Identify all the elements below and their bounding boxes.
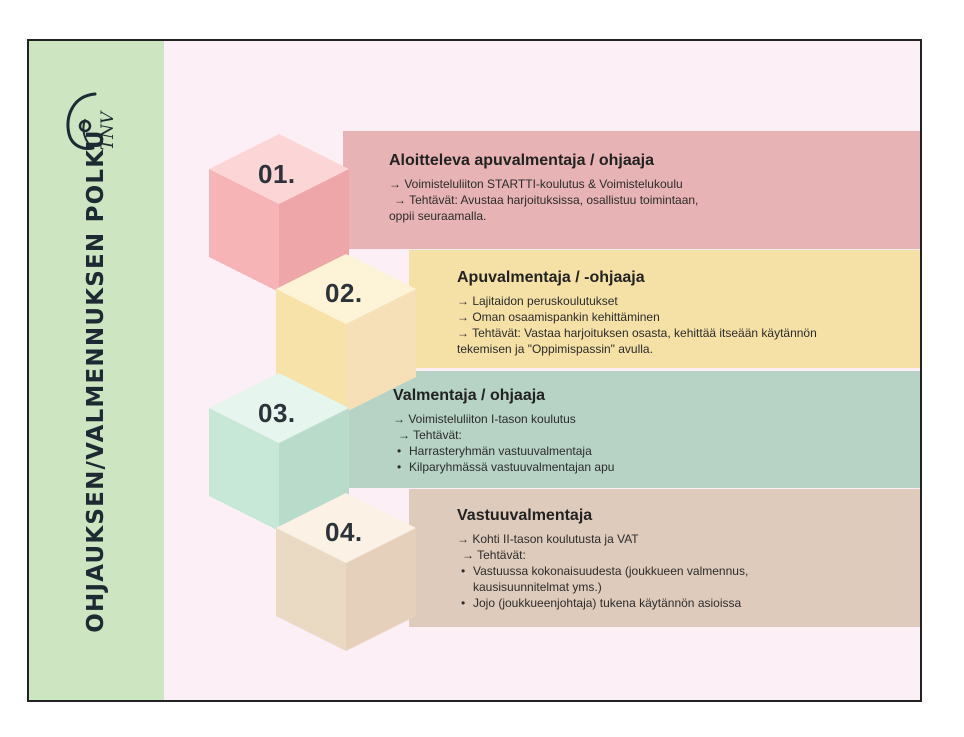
step-1-line: oppii seuraamalla. (389, 209, 487, 223)
step-1-title: Aloitteleva apuvalmentaja / ohjaaja (389, 152, 654, 169)
step-4-bullet: • Vastuussa kokonaisuudesta (joukkueen valmennus, (457, 563, 748, 579)
step-4-bullet-continuation: kausisuunnitelmat yms.) (473, 580, 602, 594)
step-1-line: → Voimisteluliiton STARTTI-koulutus & Voimistelukoulu (389, 177, 683, 191)
step-3-number: 03. (258, 398, 296, 428)
step-4-line: → Kohti II-tason koulutusta ja VAT (457, 532, 639, 546)
step-1-text (389, 151, 698, 224)
step-4-title: Vastuuvalmentaja (457, 507, 593, 524)
step-3-bullet: • Harrasteryhmän vastuuvalmentaja (393, 443, 614, 459)
step-2-line: → Tehtävät: Vastaa harjoituksen osasta, kehittää itseään käytännön (457, 326, 817, 340)
step-3-text (393, 386, 614, 475)
step-4-line: → Tehtävät: (462, 548, 526, 562)
side-title: OHJAUKSEN/VALMENNUKSEN POLKU (83, 129, 109, 633)
step-2-line: → Oman osaamispankin kehittäminen (457, 310, 660, 324)
step-1-number: 01. (258, 159, 296, 189)
step-3-line: → Voimisteluliiton I-tason koulutus (393, 412, 576, 426)
step-2-title: Apuvalmentaja / -ohjaaja (457, 269, 645, 286)
step-2-line: tekemisen ja "Oppimispassin" avulla. (457, 342, 653, 356)
step-2-line: → Lajitaidon peruskoulutukset (457, 294, 618, 308)
step-2-text (457, 268, 817, 357)
step-1-line: → Tehtävät: Avustaa harjoituksissa, osallistuu toimintaan, (394, 193, 699, 207)
step-4-bullet: • Jojo (joukkueenjohtaja) tukena käytännön asioissa (457, 595, 748, 611)
step-2-number: 02. (325, 278, 363, 308)
step-4-number: 04. (325, 517, 363, 547)
logo-text: TNV (98, 111, 118, 151)
side-panel (29, 41, 164, 700)
infographic-frame (27, 39, 922, 702)
step-3-line: → Tehtävät: (398, 428, 462, 442)
step-4-text (457, 506, 748, 611)
step-3-bullet: • Kilparyhmässä vastuuvalmentajan apu (393, 459, 614, 475)
step-3-title: Valmentaja / ohjaaja (393, 387, 546, 404)
